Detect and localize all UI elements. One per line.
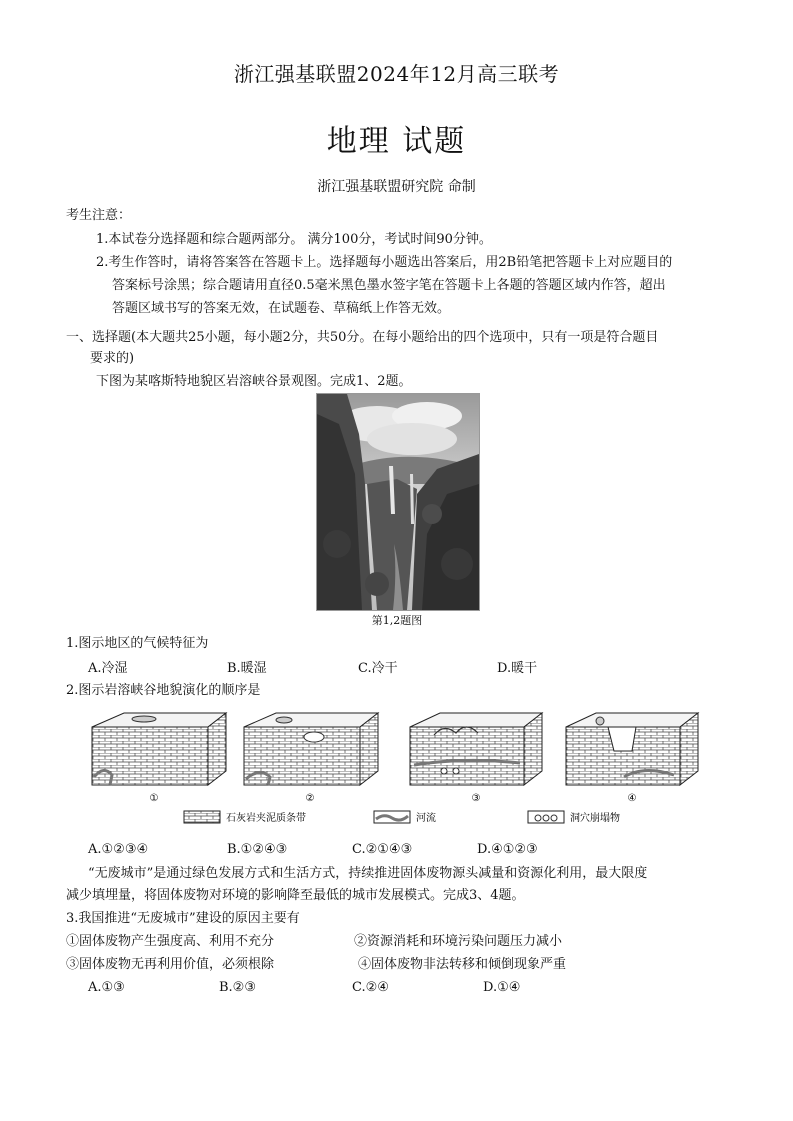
notice-item-2-line-2: 答案标号涂黑；综合题请用直径0.5毫米黑色墨水签字笔在答题卡上各题的答题区域内作答，超出: [112, 278, 666, 293]
q3-options: [0, 980, 793, 1000]
legend-collapse-label: 洞穴崩塌物: [570, 813, 620, 824]
notice-item-2-line-1: 2.考生作答时，请将答案答在答题卡上。选择题每小题选出答案后，用2B铅笔把答题卡上对应题目的: [96, 255, 673, 270]
q2-option-c[interactable]: C.②①④③: [352, 842, 413, 857]
panel-label-4: ④: [627, 793, 637, 804]
q3-option-c[interactable]: C.②④: [352, 980, 389, 995]
q2-option-d[interactable]: D.④①②③: [477, 842, 538, 857]
notice-heading: 考生注意：: [66, 208, 132, 223]
q3-option-d[interactable]: D.①④: [483, 980, 521, 995]
subject-title: 地理 试题: [326, 124, 467, 159]
q2-stem: 2.图示岩溶峡谷地貌演化的顺序是: [66, 683, 261, 698]
passage-line-1: “无废城市”是通过绿色发展方式和生活方式，持续推进固体废物源头减量和资源化利用，最大限度: [88, 866, 648, 881]
legend-limestone-label: 石灰岩夹泥质条带: [226, 813, 306, 824]
panel-label-1: ①: [149, 793, 159, 804]
q3-stem: 3.我国推进“无废城市”建设的原因主要有: [66, 911, 300, 926]
legend-river-label: 河流: [416, 813, 436, 824]
q3-choice-2: ②资源消耗和环境污染问题压力减小: [354, 934, 563, 949]
landform-evolution-diagram: [84, 705, 712, 833]
panel-3-block: [410, 713, 542, 785]
q1-option-c[interactable]: C.冷干: [358, 661, 398, 676]
section-1-heading: 一、选择题(本大题共25小题，每小题2分，共50分。在每小题给出的四个选项中，只有一项是符合题目: [66, 330, 659, 345]
q3-choice-1: ①固体废物产生强度高、利用不充分: [66, 934, 275, 949]
q1-option-d[interactable]: D.暖干: [497, 661, 538, 676]
q3-choice-4: ④固体废物非法转移和倾倒现象严重: [358, 957, 567, 972]
q1-options: [0, 657, 793, 677]
passage-line-2: 减少填埋量，将固体废物对环境的影响降至最低的城市发展模式。完成3、4题。: [66, 888, 525, 903]
q2-options: [0, 842, 793, 862]
legend-limestone-swatch: [184, 811, 220, 823]
q2-option-b[interactable]: B.①②④③: [227, 842, 288, 857]
q3-option-b[interactable]: B.②③: [219, 980, 256, 995]
section-1-intro: 下图为某喀斯特地貌区岩溶峡谷景观图。完成1、2题。: [96, 374, 412, 389]
notice-item-2-line-3: 答题区域书写的答案无效，在试题卷、草稿纸上作答无效。: [112, 301, 451, 316]
q1-stem: 1.图示地区的气候特征为: [66, 636, 209, 651]
panel-1-block: [92, 713, 226, 785]
panel-2-block: [244, 713, 378, 785]
panel-label-2: ②: [305, 793, 315, 804]
q3-option-a[interactable]: A.①③: [88, 980, 125, 995]
canyon-photo: [316, 393, 480, 611]
q1-option-a[interactable]: A.冷湿: [88, 661, 128, 676]
section-1-heading-cont: 要求的): [90, 351, 135, 366]
panel-label-3: ③: [471, 793, 481, 804]
panel-4-block: [566, 713, 698, 785]
q2-option-a[interactable]: A.①②③④: [88, 842, 149, 857]
exam-title: 浙江强基联盟2024年12月高三联考: [233, 62, 560, 86]
author-line: 浙江强基联盟研究院 命制: [317, 179, 476, 195]
q3-choice-3: ③固体废物无再利用价值，必须根除: [66, 957, 275, 972]
notice-item-1: 1.本试卷分选择题和综合题两部分。 满分100分，考试时间90分钟。: [96, 232, 492, 247]
q1-option-b[interactable]: B.暖湿: [227, 661, 267, 676]
photo-caption: 第1,2题图: [371, 614, 423, 627]
